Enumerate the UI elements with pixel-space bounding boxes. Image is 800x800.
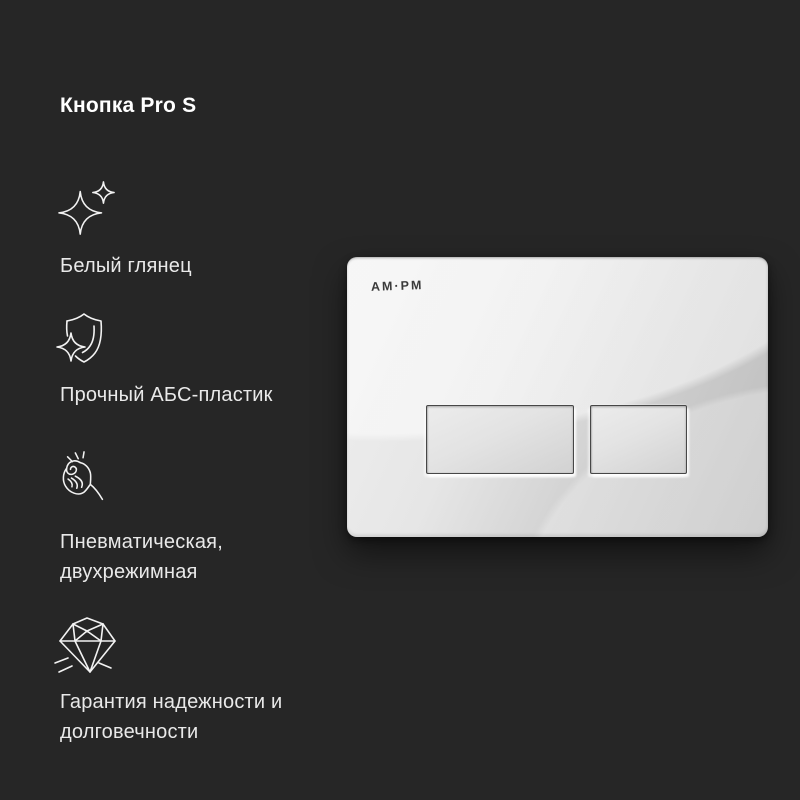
feature-line: двухрежимная bbox=[60, 561, 198, 583]
feature-abs-plastic bbox=[60, 380, 273, 410]
sparkles-icon bbox=[57, 179, 117, 237]
flush-plate bbox=[347, 257, 768, 537]
small-flush-button bbox=[590, 405, 687, 474]
snap-fingers-icon bbox=[55, 450, 115, 510]
brand-logo: AM·PM bbox=[370, 278, 424, 294]
page-title: Кнопка Pro S bbox=[60, 94, 197, 117]
feature-pneumatic bbox=[60, 527, 223, 587]
feature-white-gloss bbox=[60, 251, 192, 281]
large-flush-button bbox=[426, 405, 574, 474]
shield-star-icon bbox=[56, 310, 114, 368]
diamond-icon bbox=[52, 612, 116, 676]
feature-line: долговечности bbox=[60, 721, 199, 743]
feature-line: Прочный АБС-пластик bbox=[60, 384, 273, 406]
feature-warranty bbox=[60, 687, 282, 747]
feature-line: Гарантия надежности и bbox=[60, 691, 283, 713]
feature-line: Белый глянец bbox=[60, 255, 192, 277]
feature-line: Пневматическая, bbox=[60, 531, 223, 553]
